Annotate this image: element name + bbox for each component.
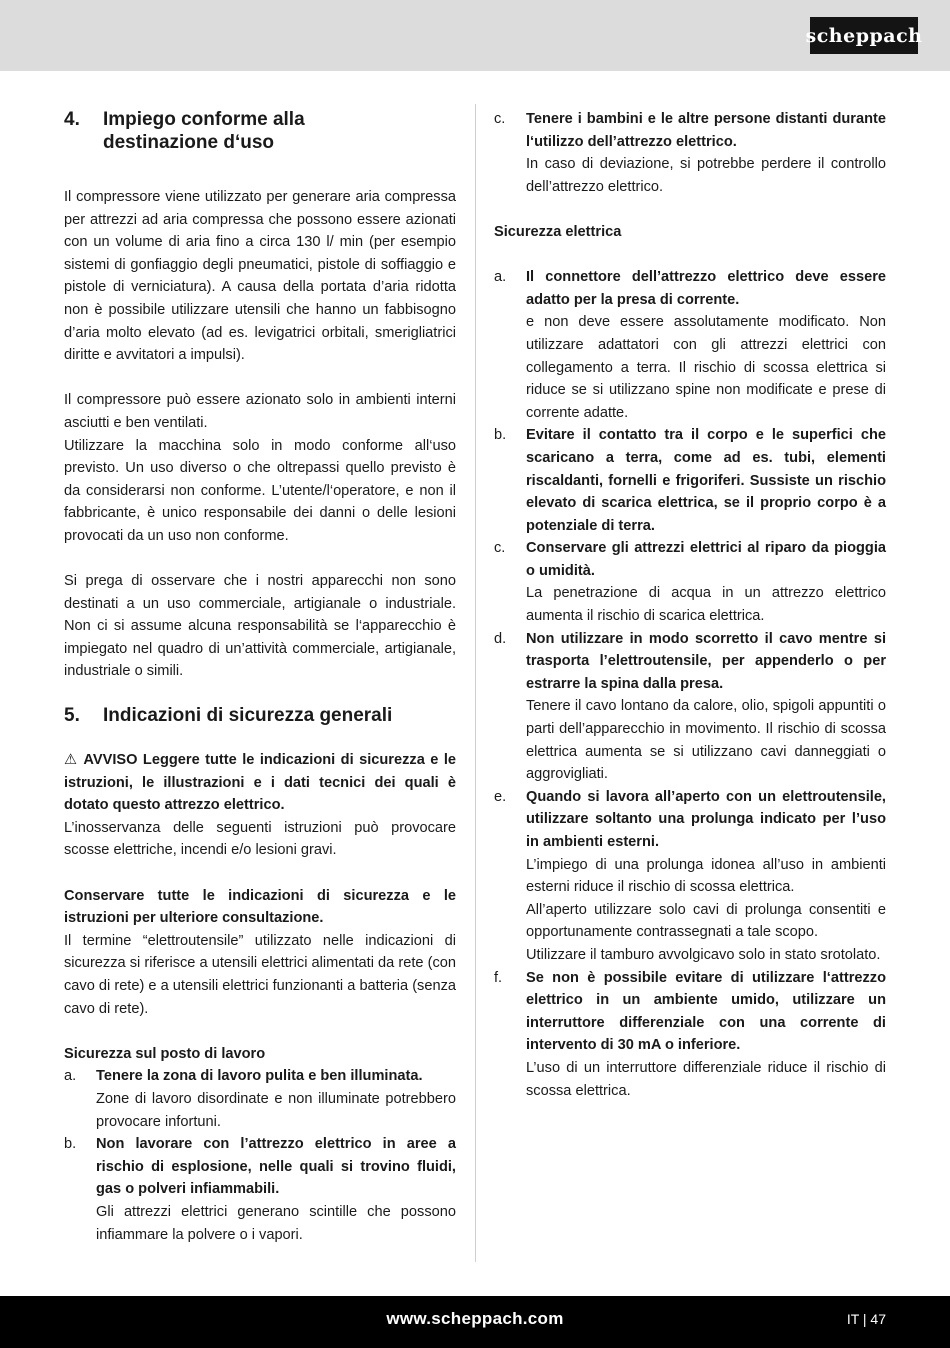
list-item-bold: Quando si lavora all’aperto con un elettroutensile, utilizzare soltanto una prolunga indicato per l’uso in ambienti esterni. [526,788,886,850]
keep-instructions-bold: Conservare tutte le indicazioni di sicurezza e le istruzioni per ulteriore consultazione. [64,887,456,927]
list-letter: d. [494,630,507,647]
section-5-heading [64,704,456,727]
page-number: IT | 47 [846,1311,886,1327]
list-item-bold: Non utilizzare in modo scorretto il cavo mentre si trasporta l’elettroutensile, per appenderlo o per estrarre la spina dalla presa. [526,630,886,692]
electric-item-c [494,537,886,627]
electrical-safety-heading: Sicurezza elettrica [494,223,622,240]
electric-item-a [494,266,886,424]
list-item-bold: Tenere la zona di lavoro pulita e ben illuminata. [96,1068,423,1085]
section-4-paragraph-2: Il compressore può essere azionato solo in ambienti interni asciutti e ben ventilati. [64,392,456,431]
list-letter: a. [494,269,507,286]
section-4-title: Impiego conforme alla destinazione d‘uso [103,109,305,153]
section-4-heading [64,108,456,154]
list-item-bold: Se non è possibile evitare di utilizzare l‘attrezzo elettrico in un ambiente umido, utilizzare un interruttore differenziale con una corrente di intervento di 30 mA o inferiore. [526,969,886,1054]
list-item-bold: Il connettore dell’attrezzo elettrico deve essere adatto per la presa di corrente. [526,269,886,308]
electric-item-e [494,786,886,967]
section-5-title: Indicazioni di sicurezza generali [103,705,393,727]
workplace-safety-heading: Sicurezza sul posto di lavoro [64,1045,266,1062]
list-letter: c. [494,540,506,557]
list-item-bold: Evitare il contatto tra il corpo e le superfici che scaricano a terra, come ad es. tubi, elementi riscaldanti, fornelli e frigoriferi. Sussiste un rischio elevato di scarica elettrica, se il proprio corpo è a potenziale di terra. [526,427,886,534]
list-item-text: e non deve essere assolutamente modificato. Non utilizzare adattatori con gli attrezzi elettrici con collegamento a terra. Il rischio di scossa elettrica si riduce se si utilizzano spine non modificate e prese di corrente adatte. [526,314,886,421]
warning-block [64,749,456,817]
list-item-bold: Conservare gli attrezzi elettrici al riparo da pioggia o umidità. [526,540,886,579]
footer-bar [0,1296,950,1348]
electric-item-d [494,628,886,786]
list-item-bold: Tenere i bambini e le altre persone distanti durante l‘utilizzo dell’attrezzo elettrico. [526,111,886,150]
website-link[interactable]: www.scheppach.com [386,1309,564,1328]
list-item-bold: Non lavorare con l’attrezzo elettrico in aree a rischio di esplosione, nelle quali si trovino fluidi, gas o polveri infiammabili. [96,1136,456,1198]
brand-logo: scheppach [810,17,918,54]
list-letter: a. [64,1068,77,1085]
section-4-paragraph-4: Si prega di osservare che i nostri apparecchi non sono destinati a un uso commerciale, artigianale o industriale. Non ci si assume alcuna responsabilità se l‘apparecchio è impiegato nel quadro di un’attività commerciale, artigianale, industriale o simili. [64,573,456,680]
list-item-text: All’aperto utilizzare solo cavi di prolunga consentiti e opportunamente contrassegnati a tale scopo. [526,901,886,941]
warning-bold-text: AVVISO Leggere tutte le indicazioni di sicurezza e le istruzioni, le illustrazioni e i dati tecnici dei quali è dotato questo attrezzo elettrico. [64,752,456,814]
right-column [494,108,886,1102]
section-4-paragraph-1: Il compressore viene utilizzato per generare aria compressa per attrezzi ad aria compressa che possono essere azionati con un volume di aria fino a circa 130 l/ min (per esempio sistemi di gonfiaggio degli pneumatici, pistole di soffiaggio e pistole di verniciatura). A causa della portata d’aria ridotta non è possibile utilizzare utensili che hanno un fabbisogno d’aria molto elevato (ad es. levigatrici orbitali, smerigliatrici diritte e avvitatori a impulsi). [64,189,456,364]
column-divider [475,104,476,1262]
workplace-item-c [494,108,886,198]
left-column [64,108,456,1246]
list-letter: e. [494,788,507,805]
section-5-number: 5. [64,705,80,727]
warning-text: L’inosservanza delle seguenti istruzioni può provocare scosse elettriche, incendi e/o lesioni gravi. [64,819,456,859]
list-item-text: Utilizzare il tamburo avvolgicavo solo in stato srotolato. [526,946,881,963]
list-item-text: Zone di lavoro disordinate e non illuminate potrebbero provocare infortuni. [96,1090,456,1130]
list-item-text: L’uso di un interruttore differenziale riduce il rischio di scossa elettrica. [526,1059,886,1099]
workplace-item-a [64,1065,456,1133]
section-4-paragraph-3: Utilizzare la macchina solo in modo conforme all‘uso previsto. Un uso diverso o che oltrepassi quello previsto è da considerarsi non conforme. L’utente/l‘operatore, e non il fabbricante, è unico responsabile dei danni o delle lesioni provocati da un uso non conforme. [64,437,456,544]
keep-instructions-text: Il termine “elettroutensile” utilizzato nelle indicazioni di sicurezza si riferisce a utensili elettrici alimentati da rete (con cavo di rete) e a utensili elettrici funzionanti a batteria (senza cavo di rete). [64,932,456,1017]
list-item-text: La penetrazione di acqua in un attrezzo elettrico aumenta il rischio di scarica elettrica. [526,585,886,625]
section-4-number: 4. [64,109,80,130]
electric-item-f [494,967,886,1103]
list-item-text: Tenere il cavo lontano da calore, olio, spigoli appuntiti o parti dell’apparecchio in movimento. Il rischio di scossa elettrica aumenta se si utilizzano cavi danneggiati o aggrovigliati. [526,698,886,783]
list-item-text: L’impiego di una prolunga idonea all’uso in ambienti esterni riduce il rischio di scossa elettrica. [526,856,886,896]
workplace-item-b [64,1133,456,1246]
list-letter: f. [494,969,503,986]
list-letter: b. [494,427,507,444]
list-item-text: In caso di deviazione, si potrebbe perdere il controllo dell’attrezzo elettrico. [526,156,886,195]
list-letter: b. [64,1136,77,1153]
list-letter: c. [494,111,506,127]
warning-icon: ⚠ [64,752,79,769]
electric-item-b [494,424,886,537]
list-item-text: Gli attrezzi elettrici generano scintille che possono infiammare la polvere o i vapori. [96,1203,456,1243]
header-bar [0,0,950,71]
